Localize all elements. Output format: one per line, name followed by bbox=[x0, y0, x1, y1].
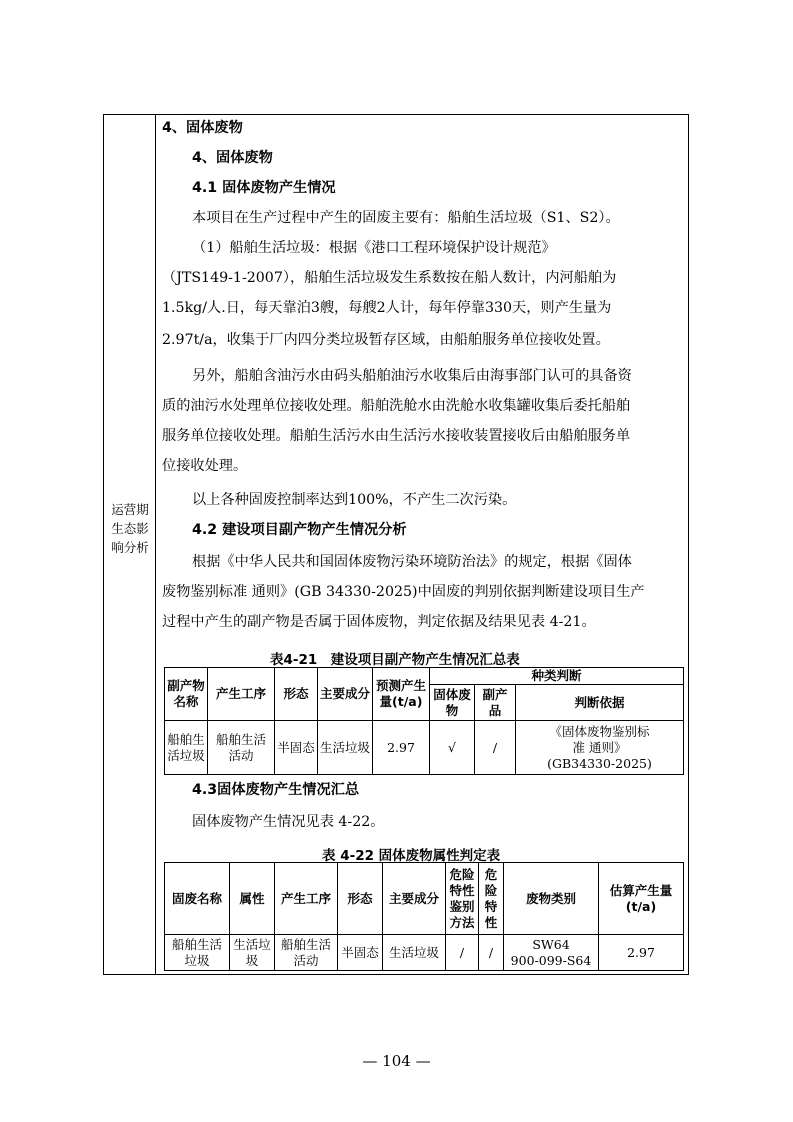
cell-category bbox=[504, 935, 599, 971]
th-name: 副产物名称 bbox=[165, 668, 208, 721]
th-hazard: 危险特性 bbox=[479, 863, 504, 935]
item1-line4: 2.97t/a，收集于厂内四分类垃圾暂存区域，由船舶服务单位接收处置。 bbox=[162, 332, 610, 348]
side-column bbox=[104, 115, 156, 974]
cell-name: 船舶生活垃圾 bbox=[165, 935, 230, 971]
basis-line3: (GB34330-2025) bbox=[547, 755, 652, 771]
th-component: 主要成分 bbox=[318, 668, 373, 721]
th-form: 形态 bbox=[275, 668, 318, 721]
th-component: 主要成分 bbox=[383, 863, 446, 935]
th-process: 产生工序 bbox=[208, 668, 275, 721]
cell-component: 生活垃圾 bbox=[318, 721, 373, 775]
item1-line3: 1.5kg/人.日，每天靠泊3艘，每艘2人计，每年停靠330天，则产生量为 bbox=[162, 300, 612, 316]
category-line1: SW64 bbox=[532, 936, 570, 952]
side-label: 运营期生态影响分析 bbox=[111, 502, 149, 555]
other-line3: 服务单位接收处理。船舶生活污水由生活污水接收装置接收后由船舶服务单 bbox=[162, 428, 631, 444]
cell-name: 船舶生活垃圾 bbox=[165, 721, 208, 775]
th-solid: 固体废物 bbox=[430, 685, 475, 721]
cell-hazard: / bbox=[479, 935, 504, 971]
cell-amount: 2.97 bbox=[599, 935, 684, 971]
cell-process: 船舶生活活动 bbox=[208, 721, 275, 775]
cell-form: 半固态 bbox=[338, 935, 383, 971]
th-name: 固废名称 bbox=[165, 863, 230, 935]
other-line2: 质的油污水处理单位接收处理。船舶洗舱水由洗舱水收集罐收集后委托船舶 bbox=[162, 398, 631, 414]
table-row bbox=[165, 721, 684, 775]
cell-component: 生活垃圾 bbox=[383, 935, 446, 971]
section-4-2-title: 4.2 建设项目副产物产生情况分析 bbox=[192, 522, 407, 538]
cell-byproduct: / bbox=[475, 721, 516, 775]
category-line2: 900-099-S64 bbox=[510, 952, 592, 968]
cell-form: 半固态 bbox=[275, 721, 318, 775]
section-4-2-line2: 废物鉴别标准 通则》(GB 34330-2025)中固废的判别依据判断建设项目生产 bbox=[162, 584, 645, 600]
th-hazard-method: 危险特性鉴别方法 bbox=[446, 863, 479, 935]
section-4-1-title: 4.1 固体废物产生情况 bbox=[192, 180, 336, 196]
th-process: 产生工序 bbox=[275, 863, 338, 935]
heading-sub: 4、固体废物 bbox=[192, 150, 273, 166]
other-line1: 另外，船舶含油污水由码头船舶油污水收集后由海事部门认可的具备资 bbox=[192, 368, 632, 384]
table-4-21 bbox=[164, 667, 684, 775]
cell-attr: 生活垃圾 bbox=[230, 935, 275, 971]
th-attr: 属性 bbox=[230, 863, 275, 935]
other-line4: 位接收处理。 bbox=[162, 458, 248, 474]
section-4-1-intro: 本项目在生产过程中产生的固废主要有：船舶生活垃圾（S1、S2）。 bbox=[192, 210, 620, 226]
control-rate: 以上各种固废控制率达到100%，不产生二次污染。 bbox=[192, 492, 517, 508]
cell-basis bbox=[516, 721, 684, 775]
th-category: 废物类别 bbox=[504, 863, 599, 935]
basis-line1: 《固体废物鉴别标 bbox=[549, 723, 650, 739]
cell-hazard-method: / bbox=[446, 935, 479, 971]
table-4-22 bbox=[164, 862, 684, 971]
section-4-3-title: 4.3固体废物产生情况汇总 bbox=[192, 782, 360, 798]
th-form: 形态 bbox=[338, 863, 383, 935]
section-4-2-line1: 根据《中华人民共和国固体废物污染环境防治法》的规定，根据《固体 bbox=[192, 554, 632, 570]
heading-main: 4、固体废物 bbox=[162, 120, 243, 136]
page-number: — 104 — bbox=[362, 1052, 431, 1070]
item1-line1: （1）船舶生活垃圾：根据《港口工程环境保护设计规范》 bbox=[192, 240, 556, 256]
cell-solid: √ bbox=[430, 721, 475, 775]
th-byproduct: 副产品 bbox=[475, 685, 516, 721]
table-4-22-caption: 表 4-22 固体废物属性判定表 bbox=[322, 848, 501, 864]
cell-process: 船舶生活活动 bbox=[275, 935, 338, 971]
th-basis: 判断依据 bbox=[516, 685, 684, 721]
th-amount: 预测产生量(t/a) bbox=[373, 668, 430, 721]
table-4-21-caption: 表4-21 建设项目副产物产生情况汇总表 bbox=[270, 652, 520, 668]
section-4-2-line3: 过程中产生的副产物是否属于固体废物，判定依据及结果见表 4-21。 bbox=[162, 614, 596, 630]
cell-amount: 2.97 bbox=[373, 721, 430, 775]
table-row bbox=[165, 935, 684, 971]
item1-line2: （JTS149-1-2007），船舶生活垃圾发生系数按在船人数计，内河船舶为 bbox=[162, 270, 617, 286]
th-type: 种类判断 bbox=[430, 668, 684, 685]
section-4-3-intro: 固体废物产生情况见表 4-22。 bbox=[192, 814, 385, 830]
th-amount: 估算产生量(t/a) bbox=[599, 863, 684, 935]
basis-line2: 准 通则》 bbox=[572, 739, 627, 755]
